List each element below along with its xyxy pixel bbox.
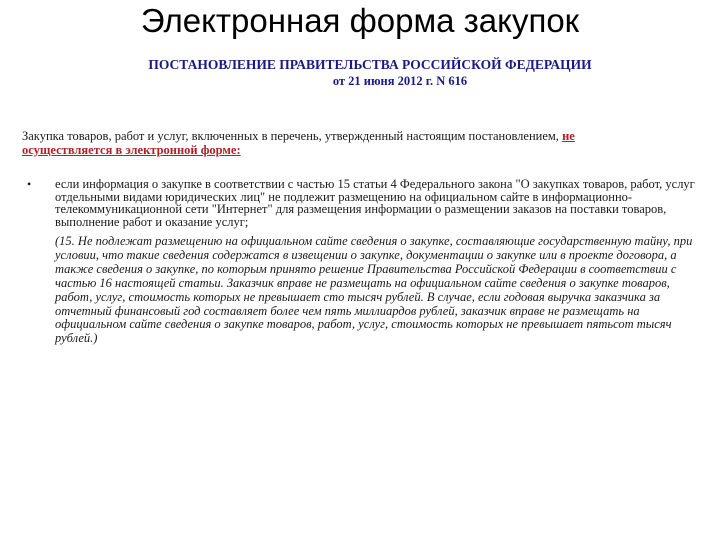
slide-title: Электронная форма закупок: [140, 2, 580, 39]
bullet-note: (15. Не подлежат размещению на официальном сайте сведения о закупке, составляющие государственную тайну, при условии, что такие сведения содержатся в извещении о закупке, документации о закупке или в проекте договора, а также сведения о закупке, по которым принято решение Правительства Российской Федерации в соответствии с частью 16 настоящей статьи. Заказчик вправе не размещать на официальном сайте сведения о закупке товаров, работ, услуг, стоимость которых не превышает сто тысяч рублей. В случае, если годовая выручка заказчика за отчетный финансовый год составляет более чем пять миллиардов рублей, заказчик вправе не размещать на официальном сайте сведения о закупке товаров, работ, услуг, стоимость которых не превышает пятьсот тысяч рублей.): [55, 234, 693, 346]
bullet-marker: •: [27, 177, 32, 191]
intro-highlight: не осуществляется в электронной форме:: [22, 129, 575, 157]
decree-heading: [40, 56, 700, 90]
decree-heading-date: от 21 июня 2012 г. N 616: [332, 74, 468, 88]
intro-paragraph: [22, 129, 662, 157]
intro-text: Закупка товаров, работ и услуг, включенных в перечень, утвержденный настоящим постановлением,: [22, 129, 563, 143]
decree-heading-title: ПОСТАНОВЛЕНИЕ ПРАВИТЕЛЬСТВА РОССИЙСКОЙ ФЕДЕРАЦИИ: [148, 57, 592, 72]
bullet-text: если информация о закупке в соответствии с частью 15 статьи 4 Федерального закона "О закупках товаров, работ, услуг отдельными видами юридических лиц" не подлежит размещению на официальном сайте в информационно-телекоммуникационной сети "Интернет" для размещения информации о размещении заказов на поставки товаров, выполнение работ и оказание услуг;: [55, 177, 695, 229]
